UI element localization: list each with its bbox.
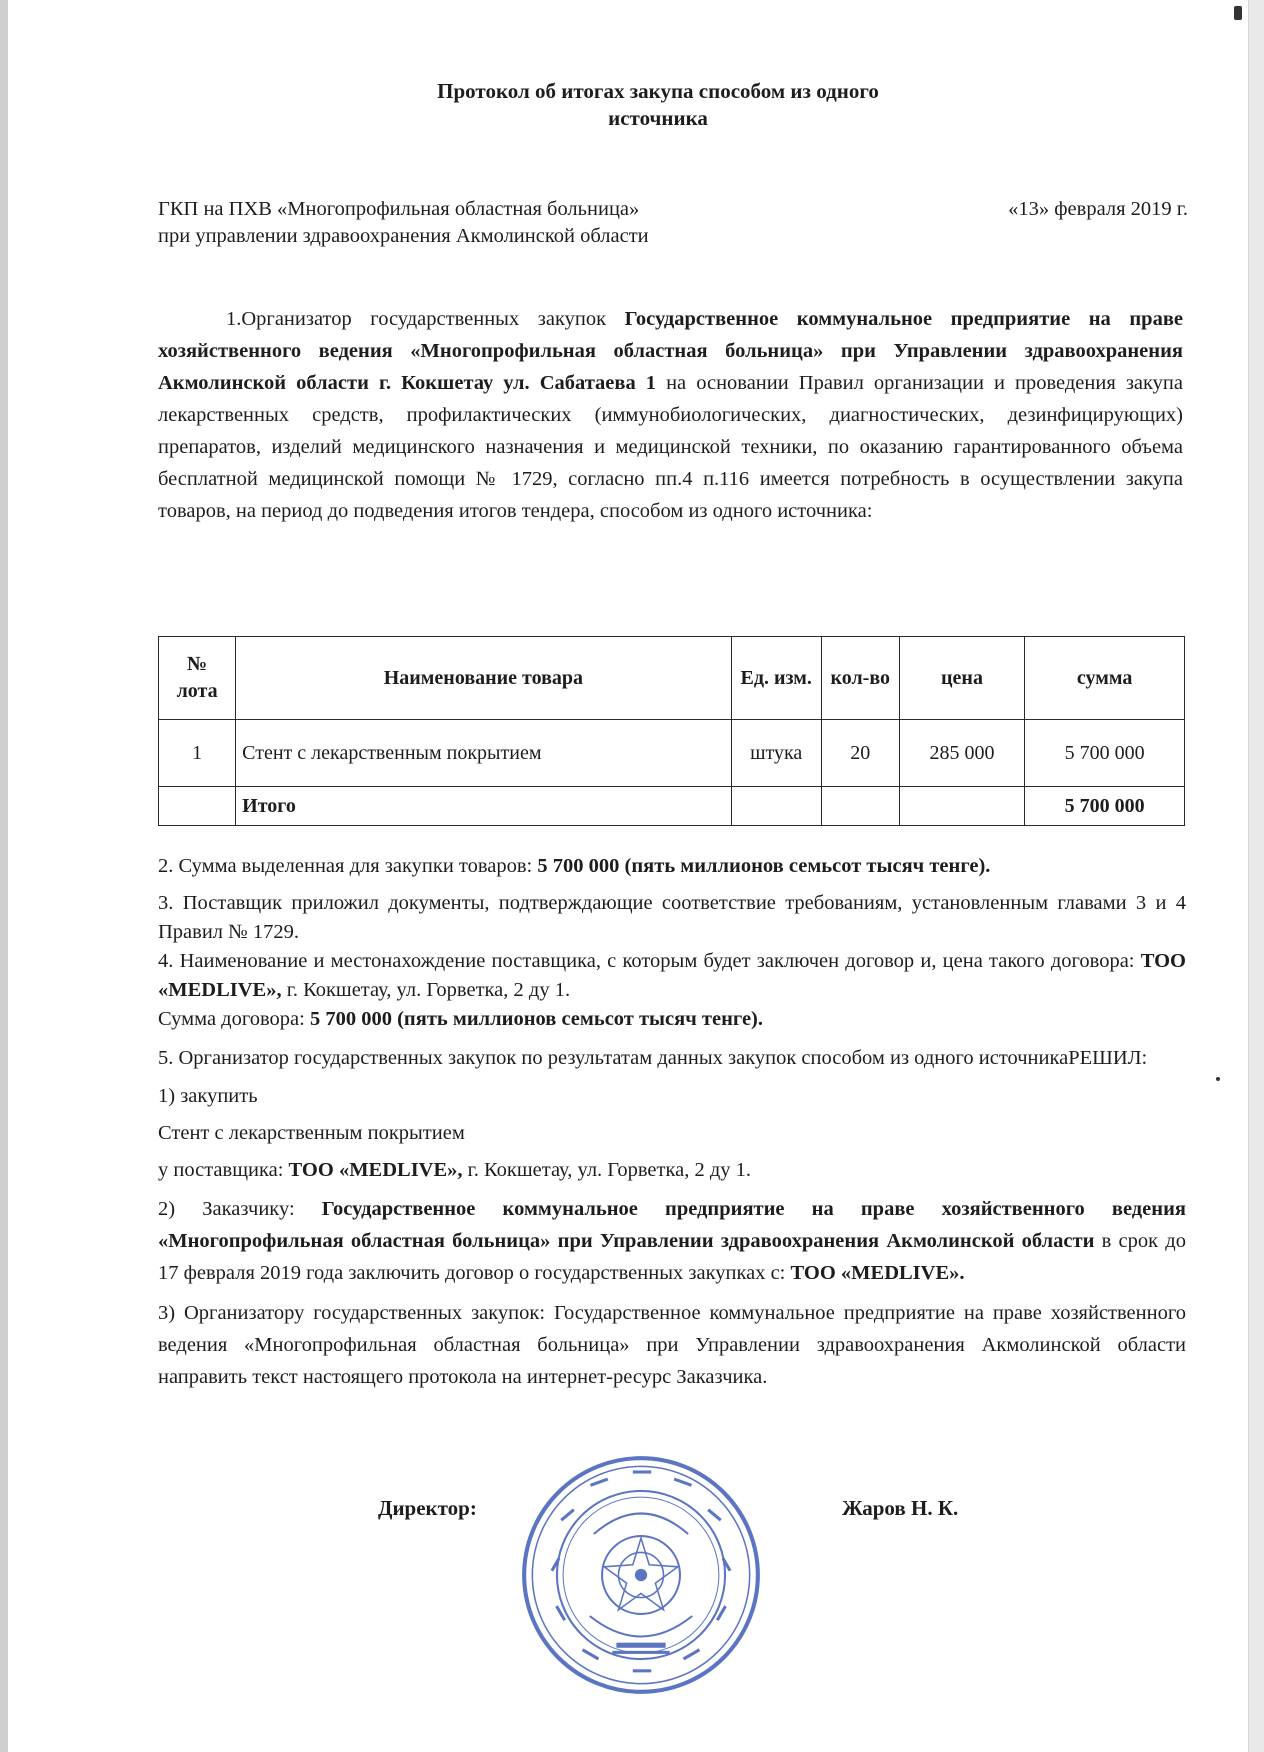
paragraph-3: 3. Поставщик приложил документы, подтверждающие соответствие требованиям, установленным главами 3 и 4 Правил № 1729. <box>158 892 1186 943</box>
contract-sum-value: 5 700 000 (пять миллионов семьсот тысяч тенге). <box>309 1008 763 1030</box>
header-sum: сумма <box>1025 637 1185 720</box>
cell-item-name: Стент с лекарственным покрытием <box>236 720 731 787</box>
decision-1-supplier-label: у поставщика: <box>158 1159 289 1181</box>
cell-empty <box>731 787 821 826</box>
paragraph-1-organizer: Государственное коммунальное предприятие на праве хозяйственного ведения «Многопрофильная областная больница» при Управлении здравоохранения Акмолинской области г. Кокшетау ул. Сабатаева 1 <box>158 308 1183 394</box>
decision-1-supplier-address: г. Кокшетау, ул. Горветка, 2 ду 1. <box>462 1159 752 1181</box>
table-row <box>159 720 1185 787</box>
signature-name: Жаров Н. К. <box>842 1496 959 1520</box>
organization-subordination: при управлении здравоохранения Акмолинской области <box>158 225 649 247</box>
header-price: цена <box>899 637 1024 720</box>
cell-lot-number: 1 <box>159 720 236 787</box>
cell-quantity: 20 <box>821 720 899 787</box>
decision-1-supplier-name: ТОО «MEDLIVE», <box>288 1159 463 1181</box>
decision-2-customer: Государственное коммунальное предприятие на праве хозяйственного ведения «Многопрофильная областная больница» при Управлении здравоохранения Акмолинской области <box>158 1198 1186 1252</box>
goods-table <box>158 636 1185 826</box>
decision-3: 3) Организатору государственных закупок: Государственное коммунальное предприятие на праве хозяйственного ведения «Многопрофильная областная больница» при Управлении здравоохранения Акмолинской области направить текст настоящего протокола на интернет-ресурс Заказчика. <box>158 1302 1186 1388</box>
organization-name: ГКП на ПХВ «Многопрофильная областная больница» <box>158 198 640 220</box>
decision-2-supplier: ТОО «MEDLIVE». <box>790 1262 965 1284</box>
paragraph-2 <box>158 852 1186 881</box>
title-line-2: источника <box>608 106 708 130</box>
header-quantity: кол-во <box>821 637 899 720</box>
contract-sum-label: Сумма договора: <box>158 1008 310 1030</box>
document-page <box>8 0 1249 1752</box>
decision-2 <box>158 1193 1186 1289</box>
cell-empty <box>899 787 1024 826</box>
supplier-name: ТОО «MEDLIVE», <box>158 950 1186 1001</box>
protocol-body <box>158 852 1186 1393</box>
header-lot-number: № лота <box>159 637 236 720</box>
official-stamp <box>518 1452 764 1698</box>
cell-empty <box>159 787 236 826</box>
contract-sum <box>158 1005 1186 1034</box>
cell-sum: 5 700 000 <box>1025 720 1185 787</box>
decision-2-lead: 2) Заказчику: <box>158 1198 322 1220</box>
paragraph-5: 5. Организатор государственных закупок по результатам данных закупок способом из одного источникаРЕШИЛ: <box>158 1047 1148 1069</box>
table-header-row <box>159 637 1185 720</box>
organization-header <box>158 196 778 250</box>
paragraph-1-rest: на основании Правил организации и проведения закупа лекарственных средств, профилактических (иммунобиологических, диагностических, дезинфицирующих) препаратов, изделий медицинского назначения и медицинской техники, по оказанию гарантированного объема бесплатной медицинской помощи № 1729, согласно пп.4 п.116 имеется потребность в осуществлении закупа товаров, на период до подведения итогов тендера, способом из одного источника: <box>158 372 1184 522</box>
scan-edge <box>0 0 8 1752</box>
document-title <box>308 78 1008 132</box>
paragraph-1-lead: 1.Организатор государственных закупок <box>226 308 625 330</box>
cell-price: 285 000 <box>899 720 1024 787</box>
header-item-name: Наименование товара <box>236 637 731 720</box>
paragraph-1 <box>158 303 1183 527</box>
decision-1-line-3 <box>158 1156 1186 1185</box>
total-label: Итого <box>236 787 731 826</box>
title-line-1: Протокол об итогах закупа способом из одного <box>437 79 879 103</box>
cell-unit: штука <box>731 720 821 787</box>
paragraph-2-text: 2. Сумма выделенная для закупки товаров: <box>158 855 538 877</box>
paragraph-4-text: 4. Наименование и местонахождение поставщика, с которым будет заключен договор и, цена такого договора: <box>158 950 1141 972</box>
table-total-row <box>159 787 1185 826</box>
cell-empty <box>821 787 899 826</box>
supplier-address: г. Кокшетау, ул. Горветка, 2 ду 1. <box>281 979 571 1001</box>
scan-speck <box>1216 1077 1220 1081</box>
decision-1-line-1: 1) закупить <box>158 1085 258 1107</box>
decision-2-deadline: в срок до 17 февраля 2019 года заключить договор о государственных закупках с: <box>158 1230 1186 1284</box>
allocated-amount: 5 700 000 (пять миллионов семьсот тысяч тенге). <box>537 855 991 877</box>
signature-role: Директор: <box>378 1496 477 1520</box>
scan-speck <box>1234 6 1242 20</box>
paragraph-4 <box>158 947 1186 1005</box>
decision-1-line-2: Стент с лекарственным покрытием <box>158 1122 465 1144</box>
protocol-date: «13» февраля 2019 г. <box>1008 198 1188 220</box>
header-unit: Ед. изм. <box>731 637 821 720</box>
total-sum: 5 700 000 <box>1025 787 1185 826</box>
